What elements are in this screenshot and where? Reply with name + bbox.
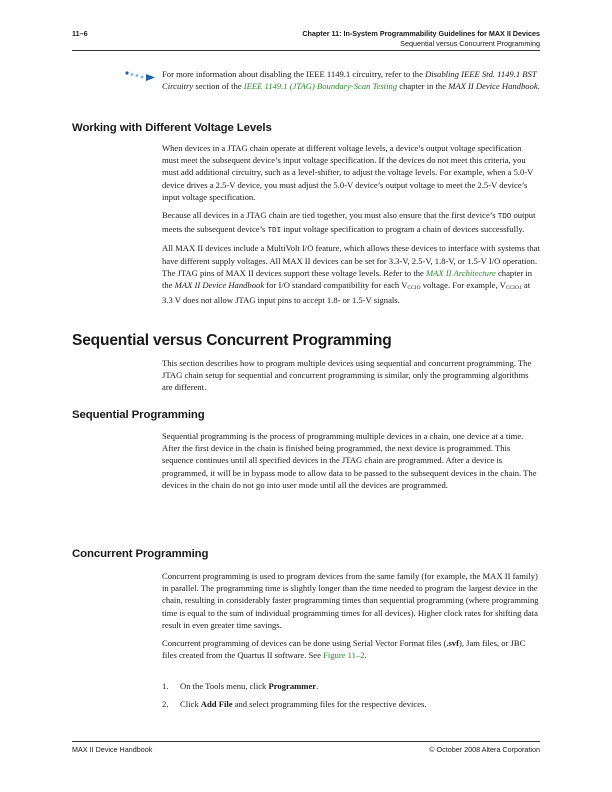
figure-11-2-link[interactable]: Figure 11–2: [323, 649, 365, 660]
reference-pointer-icon: [124, 70, 156, 82]
paragraph: Concurrent programming of devices can be done using Serial Vector Format files (.svf), Jam files, or JBC files created from the Quartus II software. See Figure 11–2.: [162, 637, 526, 660]
programmer-menu-label: Programmer: [268, 681, 317, 691]
seqconc-section-body: [162, 357, 540, 399]
list-item: 1. On the Tools menu, click Programmer.: [162, 681, 319, 691]
add-file-label: Add File: [200, 699, 233, 710]
jtag-chapter-link[interactable]: IEEE 1149.1 (JTAG) Boundary-Scan Testing: [243, 81, 398, 92]
footer-copyright: © October 2008 Altera Corporation: [429, 745, 540, 754]
sequential-section-body: [162, 430, 540, 497]
page-number: 11–6: [72, 29, 88, 38]
paragraph: This section describes how to program multiple devices using sequential and concurrent programming. The JTAG chain setup for sequential and concurrent programming is similar, only the programming algorithms are different.: [162, 358, 532, 393]
heading-concurrent-programming: Concurrent Programming: [72, 548, 209, 560]
tdo-code: TDO: [497, 212, 512, 221]
footer-rule: [72, 741, 540, 742]
tdi-code: TDI: [267, 226, 282, 235]
paragraph: Because all devices in a JTAG chain are tied together, you must also ensure that the first device’s TDO output meets the subsequent device’s TDI input voltage specification to program a chain of devices successfully.: [162, 209, 536, 235]
chapter-title: Chapter 11: In-System Programmability Guidelines for MAX II Devices: [302, 29, 540, 38]
paragraph: When devices in a JTAG chain operate at different voltage levels, a device’s output voltage specification must meet the subsequent device’s input voltage specification. If the devices do not meet this criteria, you must add additional circuitry, such as a level-shifter, to adjust the voltage levels. For example, when a 5.0-V device drives a 2.5-V device, you must adjust the 5.0-V device’s output voltage to meet the 2.5-V device’s input voltage specification.: [162, 143, 534, 202]
heading-seq-vs-conc: Sequential versus Concurrent Programming: [72, 332, 392, 349]
running-header: [302, 29, 540, 48]
heading-sequential-programming: Sequential Programming: [72, 409, 205, 421]
voltage-section-body: [162, 142, 540, 312]
note-text: For more information about disabling the IEEE 1149.1 circuitry, refer to the Disabling IEEE Std. 1149.1 BST Circuitry section of the IEEE 1149.1 (JTAG) Boundary-Scan Testing chapter in the MAX II Device Handbook.: [162, 69, 540, 92]
steps-list: [162, 680, 540, 716]
concurrent-section-body: [162, 570, 540, 666]
max-ii-architecture-link[interactable]: MAX II Architecture: [425, 267, 496, 278]
paragraph: Concurrent programming is used to program devices from the same family (for example, the MAX II family) in parallel. The programming time is slightly longer than the time needed to program the largest device in the chain, resulting in considerably faster programming times than sequential programming (where programming time is equal to the sum of individual programming times for all devices). Higher clock rates for shifting data result in even greater time savings.: [162, 571, 539, 630]
list-item: 2. Click Add File and select programming files for the respective devices.: [162, 699, 427, 710]
section-title: Sequential versus Concurrent Programming: [400, 38, 540, 48]
paragraph: Sequential programming is the process of programming multiple devices in a chain, one device at a time. After the first device in the chain is finished being programmed, the next device is programmed. This sequence continues until all specified devices in the JTAG chain are programmed. After a device is programmed, it will be in bypass mode to allow data to be passed to the subsequent devices in the chain. The devices in the chain do not go into user mode until all the devices are programmed.: [162, 431, 537, 490]
heading-voltage-levels: Working with Different Voltage Levels: [72, 122, 272, 134]
header-rule: [72, 50, 540, 51]
paragraph: All MAX II devices include a MultiVolt I/O feature, which allows these devices to interface with systems that have different supply voltages. All MAX II devices can be set for 3.3-V, 2.5-V, 1.8-V, or 1.5-V I/O operation. The JTAG pins of MAX II devices support these voltage levels. Refer to the MAX II Architecture chapter in the MAX II Device Handbook for I/O standard compatibility for each VCCIO voltage. For example, VCCIO1 at 3.3 V does not allow JTAG input pins to accept 1.8- or 1.5-V signals.: [162, 243, 540, 306]
footer-handbook-title: MAX II Device Handbook: [72, 745, 153, 754]
